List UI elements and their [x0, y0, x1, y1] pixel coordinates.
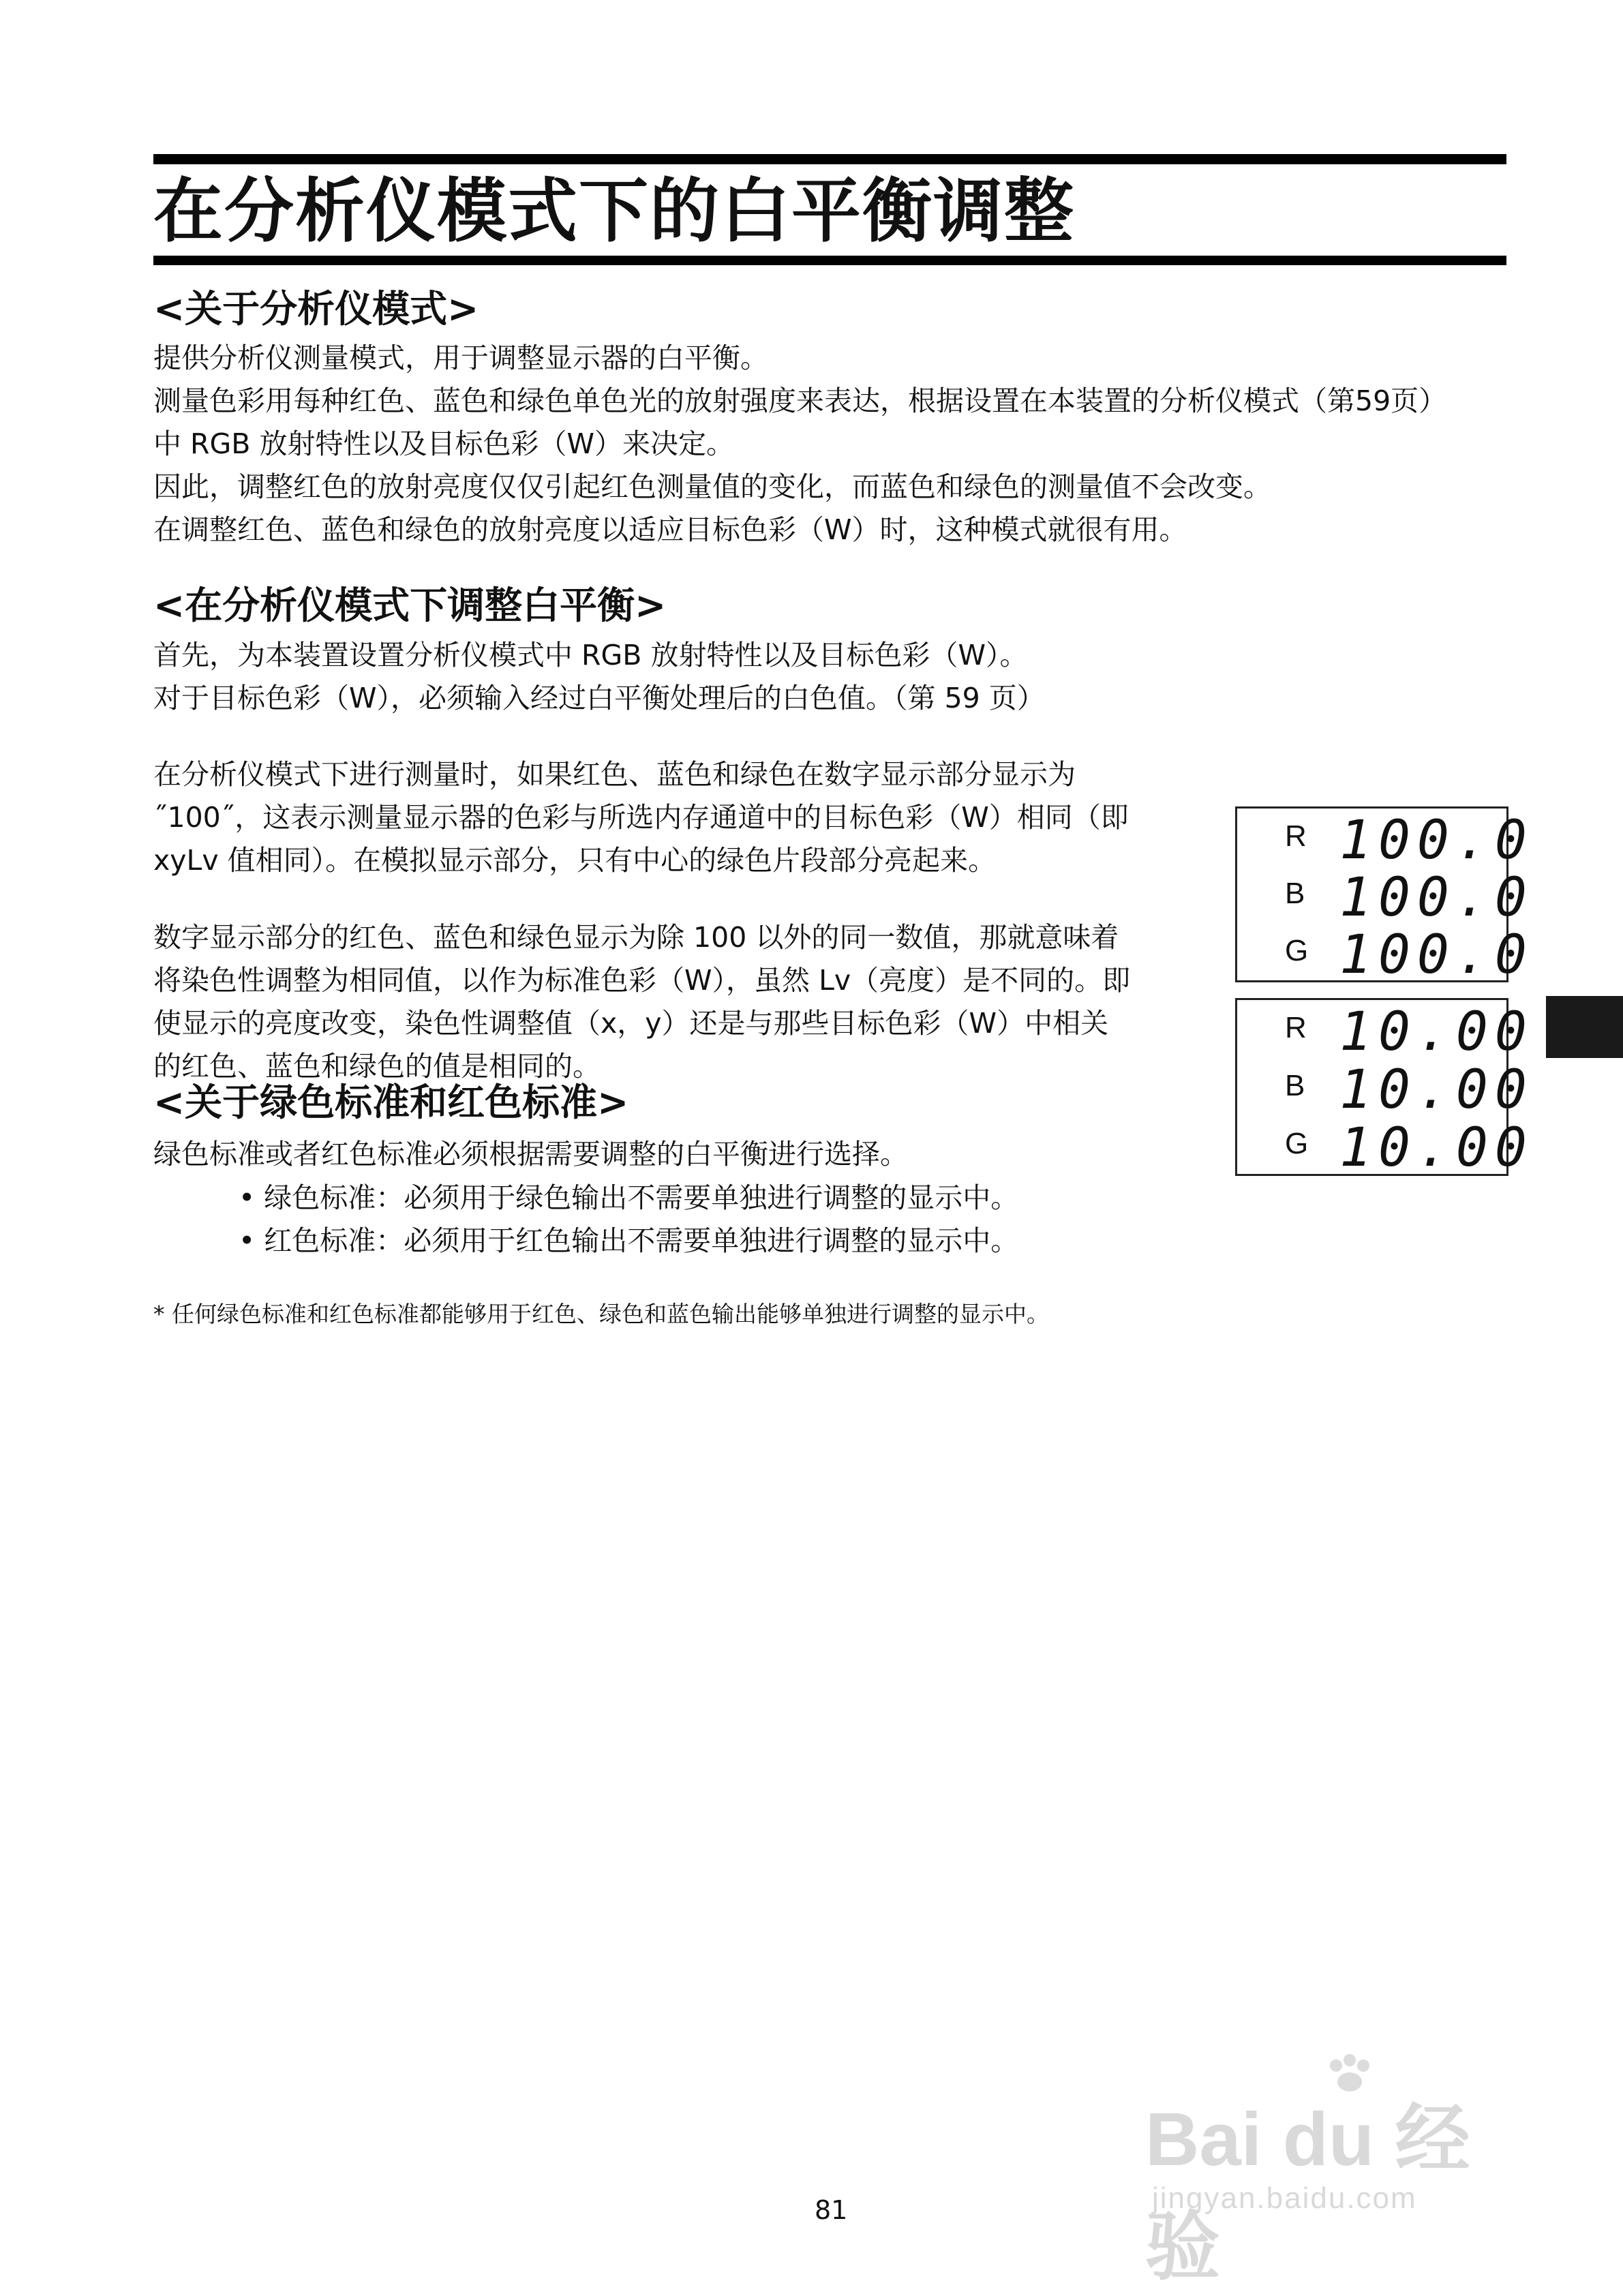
footnote: * 任何绿色标准和红色标准都能够用于红色、绿色和蓝色输出能够单独进行调整的显示中。	[153, 1301, 1049, 1327]
watermark-brand: Bai du 经验	[1145, 2098, 1470, 2289]
lcd-value: 10.00	[1339, 1117, 1534, 1179]
channel-label: G	[1285, 1127, 1309, 1160]
lcd-row	[1237, 809, 1534, 871]
paragraph-measurement-100: 在分析仪模式下进行测量时，如果红色、蓝色和绿色在数字显示部分显示为 ˝100˝，这表示测量显示器的色彩与所选内存通道中的目标色彩（W）相同（即 xyLv 值相同）。在模拟显示部分，只有中心的绿色片段部分亮起来。	[153, 758, 1129, 877]
section-heading-white-balance: <在分析仪模式下调整白平衡>	[153, 584, 667, 627]
section-body-green-red-standard: 绿色标准或者红色标准必须根据需要调整的白平衡进行选择。	[153, 1138, 908, 1170]
lcd-value: 100.0	[1339, 810, 1534, 871]
channel-label: B	[1285, 877, 1305, 910]
title-bottom-rule	[153, 256, 1506, 265]
lcd-display-100	[1235, 806, 1534, 986]
lcd-display-10	[1235, 998, 1534, 1179]
section-intro-white-balance: 首先，为本装置设置分析仪模式中 RGB 放射特性以及目标色彩（W）。 对于目标色彩（W），必须输入经过白平衡处理后的白色值。（第 59 页）	[153, 639, 1045, 714]
lcd-row	[1237, 866, 1534, 928]
lcd-value: 100.0	[1339, 867, 1534, 928]
page-title: 在分析仪模式下的白平衡调整	[153, 171, 1075, 252]
lcd-row	[1237, 1116, 1534, 1179]
title-top-rule	[153, 154, 1506, 164]
bullet-red-standard: • 红色标准：必须用于红色输出不需要单独进行调整的显示中。	[239, 1224, 1019, 1257]
paragraph-same-value: 数字显示部分的红色、蓝色和绿色显示为除 100 以外的同一数值，那就意味着 将染色性调整为相同值，以作为标准色彩（W），虽然 Lv（亮度）是不同的。即 使显示的亮度改变，染色性调整值（x，y）还是与那些目标色彩（W）中相关 的红色、蓝色和绿色的值是相同的。	[153, 921, 1131, 1083]
channel-label: B	[1285, 1069, 1305, 1102]
baidu-watermark	[1145, 2052, 1527, 2289]
watermark-url: jingyan.baidu.com	[1152, 2181, 1417, 2215]
lcd-row	[1237, 1058, 1534, 1121]
lcd-row	[1237, 923, 1534, 986]
section-body-analyzer-mode: 提供分析仪测量模式，用于调整显示器的白平衡。 测量色彩用每种红色、蓝色和绿色单色光的放射强度来表达，根据设置在本装置的分析仪模式（第59页） 中 RGB 放射特性以及目标色彩（W）来决定。 因此，调整红色的放射亮度仅仅引起红色测量值的变化，而蓝色和绿色的测量值不会改变。 在调整红色、蓝色和绿色的放射亮度以适应目标色彩（W）时，这种模式就很有用。	[153, 342, 1447, 546]
page-number: 81	[815, 2195, 848, 2225]
lcd-value: 10.00	[1339, 1059, 1534, 1121]
section-heading-green-red-standard: <关于绿色标准和红色标准>	[153, 1081, 629, 1124]
lcd-value: 10.00	[1339, 1001, 1534, 1063]
bullet-green-standard: • 绿色标准：必须用于绿色输出不需要单独进行调整的显示中。	[239, 1181, 1019, 1214]
lcd-value: 100.0	[1339, 924, 1534, 986]
section-heading-analyzer-mode: <关于分析仪模式>	[153, 287, 479, 331]
channel-label: R	[1285, 1011, 1307, 1044]
lcd-row	[1237, 1000, 1534, 1063]
chapter-side-tab	[1546, 996, 1623, 1058]
channel-label: G	[1285, 934, 1309, 967]
channel-label: R	[1285, 819, 1307, 853]
